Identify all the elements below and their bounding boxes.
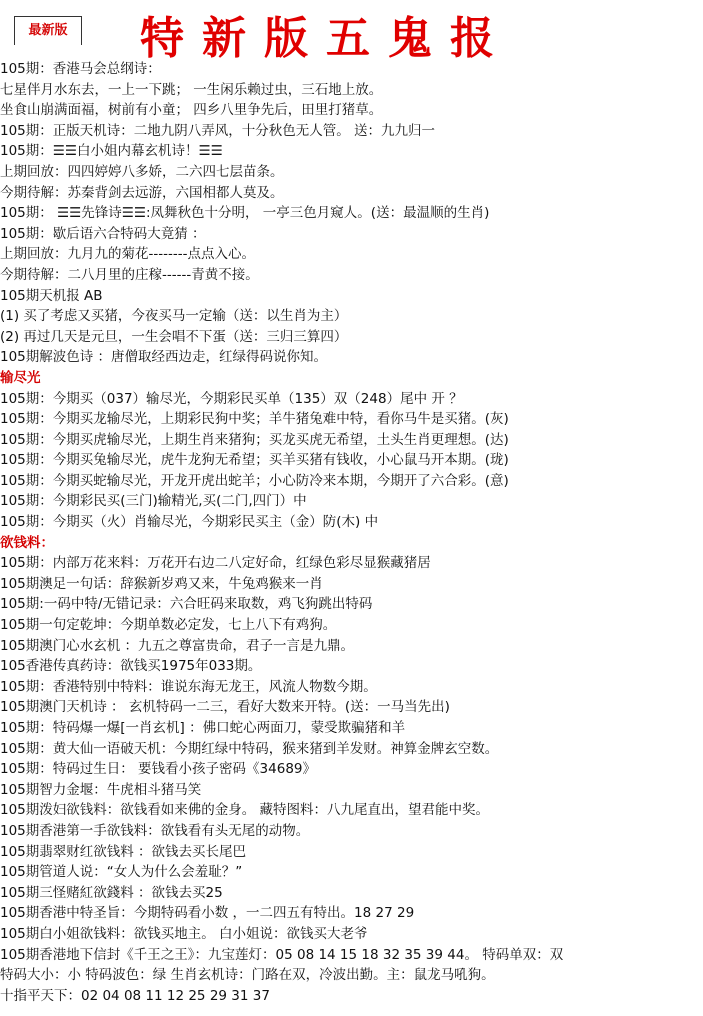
text-line: 105期泼妇欲钱料：欲钱看如来佛的金身。 藏特图料：八九尾直出，望君能中奖。 <box>0 802 490 819</box>
text-line: 105期澳门天机诗 ： 玄机特码一二三，看好大数来开特。(送：一马当先出) <box>0 699 450 716</box>
text-line: (2) 再过几天是元旦，一生会唱不下蛋（送：三归三算四） <box>0 328 348 345</box>
text-line: 105期：内部万花来料：万花开右边二八定好命，红绿色彩尽显猴藏猪居 <box>0 555 431 572</box>
text-line: 坐食山崩满面福，树前有小童； 四乡八里争先后，田里打猪草。 <box>0 102 383 119</box>
text-line: 105期：香港特别中特料：谁说东海无龙王，风流人物数今期。 <box>0 678 377 695</box>
text-line: 105期：香港马会总纲诗： <box>0 61 161 77</box>
text-line: 105期：黄大仙一语破天机：今期红绿中特码，猴来猪到羊发财。神算金牌玄空数。 <box>0 740 499 757</box>
text-line: 105期天机报 AB <box>0 287 103 304</box>
text-line: 105期澳足一句话：辞猴新岁鸡又来，牛兔鸡猴来一肖 <box>0 575 323 592</box>
section-heading: 欲钱料： <box>0 534 54 551</box>
text-line: 105期：今期买兔输尽光，虎牛龙狗无希望；买羊买猪有钱收，小心鼠马开本期。(珑) <box>0 452 509 469</box>
text-line: 105期：正版天机诗：二地九阴八弄风，十分秋色无人管。 送：九九归一 <box>0 122 436 139</box>
latest-version-badge: 最新版 <box>14 16 82 45</box>
page-title: 特新版五鬼报 <box>140 13 512 64</box>
text-line: 105期白小姐欲钱料：欲钱买地主。 白小姐说：欲钱买大老爷 <box>0 925 368 942</box>
text-line: 105期：歇后语六合特码大竟猜 ： <box>0 225 206 242</box>
text-line: 105期：特码过生日： 要钱看小孩子密码《34689》 <box>0 761 317 778</box>
text-line: 十指平天下：02 04 08 11 12 25 29 31 37 <box>0 987 270 1004</box>
text-line: 上期回放：九月九的菊花--------点点入心。 <box>0 246 255 263</box>
text-line: 105期：☰☰白小姐内幕玄机诗！☰☰ <box>0 143 223 160</box>
text-line: 105期智力金堰：牛虎相斗猪马笑 <box>0 781 202 798</box>
text-line: 105期：特码爆一爆[一肖玄机] ：佛口蛇心两面刀，蒙受欺骗猪和羊 <box>0 720 406 736</box>
text-line: 上期回放：四四婷婷八多娇，二六四七层苗条。 <box>0 163 284 180</box>
text-line: 105期：今期买（火）肖输尽光，今期彩民买主（金）防(木) 中 <box>0 514 379 531</box>
text-line: 105期翡翠财红欲钱料 ：欲钱去买长尾巴 <box>0 843 247 860</box>
text-line: 105期澳门心水玄机 ：九五之尊富贵命，君子一言是九鼎。 <box>0 637 355 654</box>
text-line: 105期香港第一手欲钱料：欲钱看有头无尾的动物。 <box>0 822 310 839</box>
text-line: 105期三怪赌紅欲錢料 ：欲钱去买25 <box>0 884 223 901</box>
text-line: (1) 买了考虑又买猪，今夜买马一定输（送：以生肖为主） <box>0 308 348 325</box>
report-body <box>0 59 703 1006</box>
text-line: 105香港传真药诗：欲钱买1975年033期。 <box>0 658 262 675</box>
text-line: 今期待解：苏秦背剑去远游，六国相都人莫及。 <box>0 184 284 201</box>
text-line: 特码大小：小 特码波色：绿 生肖玄机诗：门路在双，冷波出勤。主：鼠龙马吼狗。 <box>0 967 495 984</box>
text-line: 七星伴月水东去，一上一下跳； 一生闲乐赖过虫，三石地上放。 <box>0 81 383 98</box>
text-line: 105期香港中特圣旨：今期特码看小数 ，一二四五有特出。18 27 29 <box>0 905 415 922</box>
page-header <box>0 0 703 64</box>
text-line: 105期：今期买龙输尽光，上期彩民狗中奖；羊牛猪兔难中特，看你马牛是买猪。(灰) <box>0 411 509 428</box>
text-line: 105期香港地下信封《千王之王》：九宝莲灯：05 08 14 15 18 32 35 39 44。 特码单双：双 <box>0 946 564 963</box>
text-line: 105期：今期买（037）输尽光，今期彩民买单（135）双（248）尾中 开 ？ <box>0 390 463 407</box>
text-line: 105期：今期买蛇输尽光，开龙开虎出蛇羊；小心防冷来本期，今期开了六合彩。(意) <box>0 472 509 489</box>
text-line: 105期： ☰☰先锋诗☰☰:凤舞秋色十分明， 一亭三色月窥人。(送：最温顺的生肖) <box>0 205 490 222</box>
text-line: 105期一句定乾坤：今期单数必定发，七上八下有鸡狗。 <box>0 617 337 634</box>
text-line: 105期管道人说：“女人为什么会羞耻？” <box>0 864 243 881</box>
section-heading: 输尽光 <box>0 369 41 386</box>
text-line: 105期：今期买虎输尽光，上期生肖来猪狗；买龙买虎无希望，土头生肖更理想。(达) <box>0 431 509 448</box>
text-line: 今期待解：二八月里的庄稼------青黄不接。 <box>0 266 259 283</box>
text-line: 105期:一码中特/无错记录：六合旺码来取数，鸡飞狗跳出特码 <box>0 596 373 613</box>
text-line: 105期：今期彩民买(三门)输精光,买(二门,四门）中 <box>0 493 307 510</box>
text-line: 105期解波色诗 ：唐僧取经西边走，红绿得码说你知。 <box>0 349 328 366</box>
